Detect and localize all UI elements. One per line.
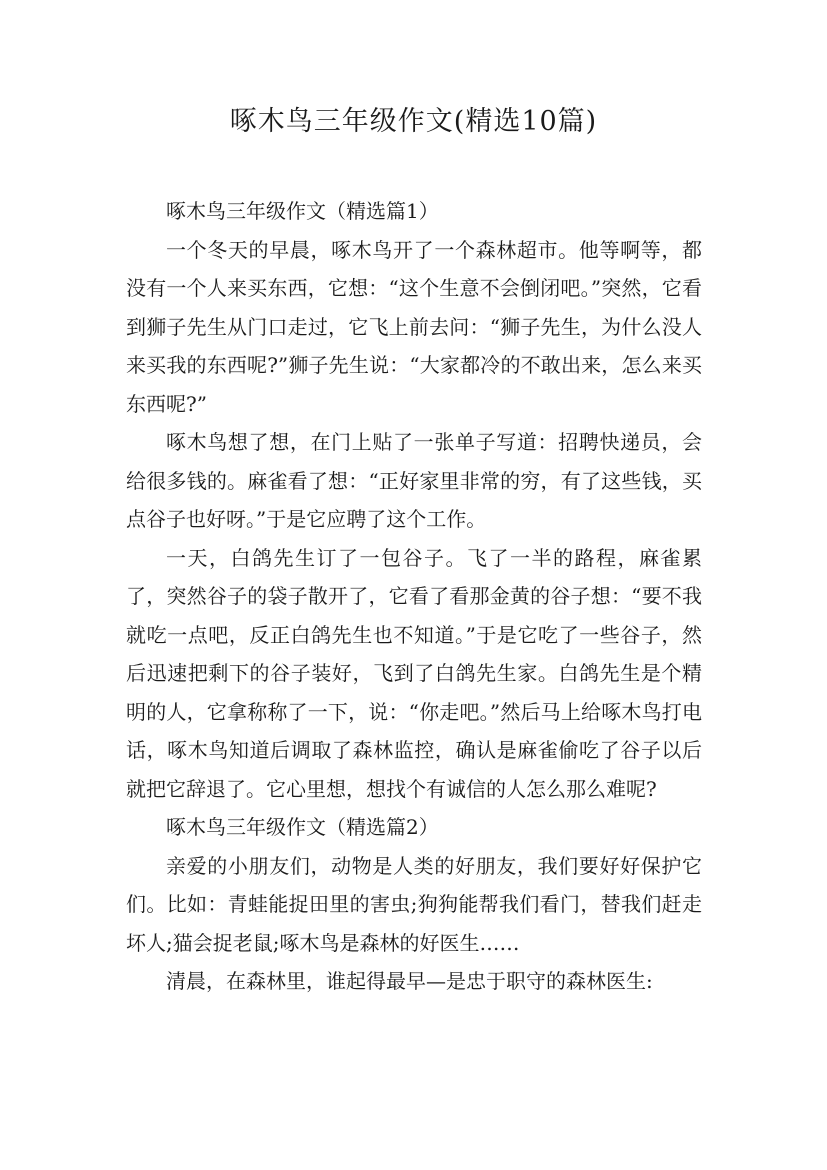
section-heading-2: 啄木鸟三年级作文（精选篇2） [166,815,439,839]
paragraph: 啄木鸟想了想，在门上贴了一张单子写道：招聘快递员，会给很多钱的。麻雀看了想：“正好家里非常的穷，有了这些钱，买点谷子也好呀。”于是它应聘了这个工作。 [126,430,702,531]
paragraph: 一天，白鸽先生订了一包谷子。飞了一半的路程，麻雀累了，突然谷子的袋子散开了，它看了看那金黄的谷子想：“要不我就吃一点吧，反正白鸽先生也不知道。”于是它吃了一些谷子，然后迅速把剩下的谷子装好，飞到了白鸽先生家。白鸽先生是个精明的人，它拿称称了一下，说：“你走吧。”然后马上给啄木鸟打电话，啄木鸟知道后调取了森林监控，确认是麻雀偷吃了谷子以后就把它辞退了。它心里想，想找个有诚信的人怎么那么难呢? [126,545,702,801]
paragraph: 一个冬天的早晨，啄木鸟开了一个森林超市。他等啊等，都没有一个人来买东西，它想：“这个生意不会倒闭吧。”突然，它看到狮子先生从门口走过，它飞上前去问：“狮子先生，为什么没人来买我的东西呢?”狮子先生说：“大家都冷的不敢出来，怎么来买东西呢?” [126,237,702,416]
document-title: 啄木鸟三年级作文(精选10篇) [229,106,598,137]
section-heading-1: 啄木鸟三年级作文（精选篇1） [166,199,439,223]
paragraph: 清晨，在森林里，谁起得最早—是忠于职守的森林医生: [166,969,653,993]
paragraph: 亲爱的小朋友们，动物是人类的好朋友，我们要好好保护它们。比如：青蛙能捉田里的害虫;狗狗能帮我们看门，替我们赶走坏人;猫会捉老鼠;啄木鸟是森林的好医生…… [126,853,702,955]
document-body [126,192,702,1001]
